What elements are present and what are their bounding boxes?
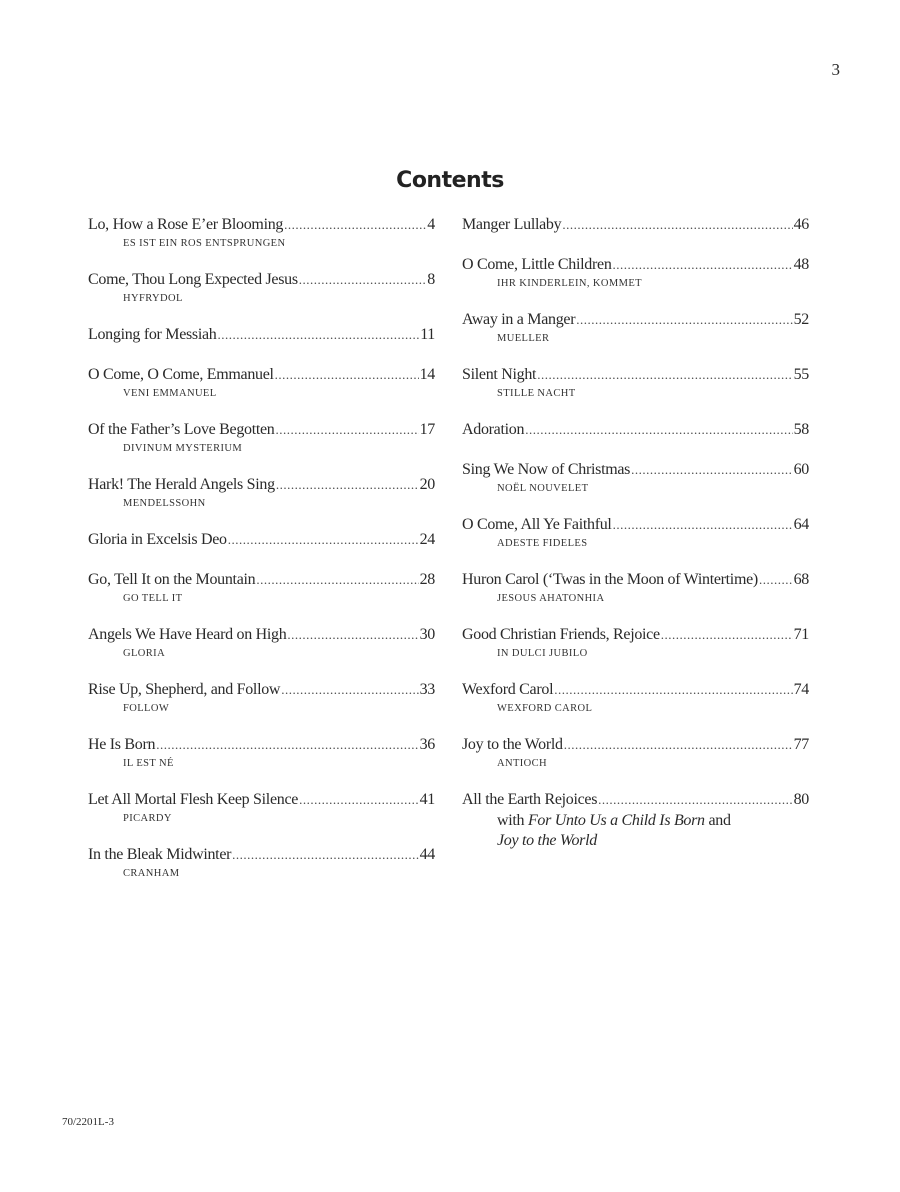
song-title: Go, Tell It on the Mountain: [88, 571, 256, 588]
song-title: Sing We Now of Christmas: [462, 461, 631, 478]
toc-entry-line: [462, 679, 809, 701]
tune-name: IL EST NÉ: [123, 758, 174, 769]
tune-name: MENDELSSOHN: [123, 498, 206, 509]
toc-entry[interactable]: [88, 419, 435, 456]
dot-leader: [232, 844, 418, 866]
dot-leader: [276, 474, 419, 496]
song-title: Away in a Manger: [462, 311, 576, 328]
page-ref: 41: [419, 791, 435, 808]
song-title: He Is Born: [88, 736, 156, 753]
song-title: Good Christian Friends, Rejoice: [462, 626, 660, 643]
tune-name: NOËL NOUVELET: [497, 483, 589, 494]
toc-entry[interactable]: [462, 214, 809, 236]
tune-name: ES IST EIN ROS ENTSPRUNGEN: [123, 238, 286, 249]
toc-entry[interactable]: [88, 734, 435, 771]
tune-name: VENI EMMANUEL: [123, 388, 217, 399]
page-ref: 58: [793, 421, 809, 438]
toc-entry-line: [462, 734, 809, 756]
song-title: Joy to the World: [462, 736, 563, 753]
toc-entry-line: [88, 214, 435, 236]
toc-entry-line: [88, 679, 435, 701]
tune-name: MUELLER: [497, 333, 550, 344]
tune-name: ADESTE FIDELES: [497, 538, 588, 549]
song-title: O Come, O Come, Emmanuel: [88, 366, 274, 383]
page-title: Contents: [396, 168, 504, 193]
toc-entry[interactable]: [88, 789, 435, 826]
toc-entry-line: [88, 529, 435, 551]
medley-work-title: Joy to the World: [497, 832, 597, 849]
page-ref: 46: [793, 216, 809, 233]
toc-entry[interactable]: [88, 269, 435, 306]
toc-entry[interactable]: [88, 529, 435, 551]
dot-leader: [525, 419, 792, 441]
toc-entry-line: [88, 474, 435, 496]
tune-name: DIVINUM MYSTERIUM: [123, 443, 243, 454]
song-title: Come, Thou Long Expected Jesus: [88, 271, 298, 288]
dot-leader: [281, 679, 418, 701]
tune-name: GO TELL IT: [123, 593, 183, 604]
page-ref: 52: [793, 311, 809, 328]
toc-entry-line: [462, 789, 809, 811]
page-ref: 24: [419, 531, 435, 548]
page-ref: 64: [793, 516, 809, 533]
song-title: Gloria in Excelsis Deo: [88, 531, 227, 548]
page-ref: 20: [419, 476, 435, 493]
dot-leader: [228, 529, 419, 551]
song-title: Silent Night: [462, 366, 537, 383]
toc-entry-line: [462, 254, 809, 276]
dot-leader: [299, 269, 427, 291]
song-title: O Come, All Ye Faithful: [462, 516, 612, 533]
tune-name: HYFRYDOL: [123, 293, 183, 304]
dot-leader: [613, 514, 793, 536]
toc-entry[interactable]: [462, 254, 809, 291]
toc-entry[interactable]: [88, 324, 435, 346]
toc-entry[interactable]: [88, 679, 435, 716]
toc-entry[interactable]: [462, 419, 809, 441]
dot-leader: [661, 624, 793, 646]
toc-entry-line: [88, 269, 435, 291]
dot-leader: [287, 624, 418, 646]
toc-entry[interactable]: [462, 789, 809, 851]
song-title: Adoration: [462, 421, 525, 438]
tune-name: IN DULCI JUBILO: [497, 648, 588, 659]
dot-leader: [564, 734, 793, 756]
page-ref: 44: [419, 846, 435, 863]
page-ref: 17: [419, 421, 435, 438]
page-ref: 33: [419, 681, 435, 698]
toc-entry[interactable]: [88, 474, 435, 511]
toc-entry[interactable]: [462, 364, 809, 401]
tune-name: FOLLOW: [123, 703, 170, 714]
dot-leader: [631, 459, 792, 481]
toc-entry[interactable]: [88, 569, 435, 606]
dot-leader: [284, 214, 426, 236]
song-title: Huron Carol (‘Twas in the Moon of Wintertime): [462, 571, 758, 588]
toc-entry-line: [462, 624, 809, 646]
dot-leader: [613, 254, 793, 276]
tune-name: IHR KINDERLEIN, KOMMET: [497, 278, 642, 289]
toc-entry[interactable]: [88, 624, 435, 661]
song-title: Let All Mortal Flesh Keep Silence: [88, 791, 299, 808]
toc-entry-line: [462, 459, 809, 481]
dot-leader: [256, 569, 418, 591]
dot-leader: [554, 679, 792, 701]
tune-name: GLORIA: [123, 648, 166, 659]
page-ref: 68: [793, 571, 809, 588]
toc-entry-line: [462, 569, 809, 591]
toc-entry[interactable]: [462, 624, 809, 661]
medley-note: [462, 811, 809, 851]
toc-entry[interactable]: [88, 844, 435, 881]
page-number: 3: [831, 60, 840, 79]
song-title: Of the Father’s Love Begotten: [88, 421, 275, 438]
song-title: O Come, Little Children: [462, 256, 612, 273]
tune-name: STILLE NACHT: [497, 388, 576, 399]
page-ref: 8: [427, 271, 435, 288]
medley-work-title: For Unto Us a Child Is Born: [527, 812, 705, 829]
toc-entry-line: [462, 514, 809, 536]
dot-leader: [562, 214, 792, 236]
toc-entry-line: [462, 214, 809, 236]
toc-entry-line: [88, 364, 435, 386]
toc-entry[interactable]: [462, 309, 809, 346]
toc-entry[interactable]: [462, 734, 809, 771]
toc-entry-line: [88, 844, 435, 866]
toc-entry-line: [88, 419, 435, 441]
toc-entry[interactable]: [88, 364, 435, 401]
dot-leader: [598, 789, 792, 811]
page-ref: 71: [793, 626, 809, 643]
page-ref: 4: [427, 216, 435, 233]
dot-leader: [759, 569, 793, 591]
dot-leader: [299, 789, 419, 811]
song-title: In the Bleak Midwinter: [88, 846, 232, 863]
page-ref: 55: [793, 366, 809, 383]
toc-entry-line: [462, 364, 809, 386]
page-ref: 60: [793, 461, 809, 478]
toc-entry-line: [462, 309, 809, 331]
page-ref: 28: [419, 571, 435, 588]
tune-name: WEXFORD CAROL: [497, 703, 593, 714]
medley-prefix: with: [497, 812, 525, 829]
toc-entry[interactable]: [462, 459, 809, 496]
contents-right-column: [462, 214, 809, 869]
song-title: Angels We Have Heard on High: [88, 626, 287, 643]
song-title: All the Earth Rejoices: [462, 791, 598, 808]
page-ref: 80: [793, 791, 809, 808]
tune-name: PICARDY: [123, 813, 172, 824]
song-title: Wexford Carol: [462, 681, 554, 698]
toc-entry-line: [88, 734, 435, 756]
toc-entry[interactable]: [462, 514, 809, 551]
dot-leader: [156, 734, 418, 756]
song-title: Hark! The Herald Angels Sing: [88, 476, 275, 493]
dot-leader: [276, 419, 419, 441]
page-ref: 14: [419, 366, 435, 383]
toc-entry-line: [88, 624, 435, 646]
dot-leader: [537, 364, 792, 386]
toc-entry-line: [462, 419, 809, 441]
page-ref: 36: [419, 736, 435, 753]
toc-entry-line: [88, 569, 435, 591]
medley-connector: and: [708, 812, 731, 829]
song-title: Longing for Messiah: [88, 326, 217, 343]
page-ref: 48: [793, 256, 809, 273]
dot-leader: [218, 324, 420, 346]
page-ref: 11: [420, 326, 435, 343]
contents-left-column: [88, 214, 435, 899]
toc-entry[interactable]: [88, 214, 435, 251]
toc-entry-line: [88, 789, 435, 811]
page-ref: 74: [793, 681, 809, 698]
song-title: Manger Lullaby: [462, 216, 562, 233]
toc-entry[interactable]: [462, 679, 809, 716]
page-ref: 77: [793, 736, 809, 753]
song-title: Rise Up, Shepherd, and Follow: [88, 681, 281, 698]
song-title: Lo, How a Rose E’er Blooming: [88, 216, 284, 233]
tune-name: ANTIOCH: [497, 758, 548, 769]
tune-name: CRANHAM: [123, 868, 180, 879]
dot-leader: [576, 309, 792, 331]
page-ref: 30: [419, 626, 435, 643]
toc-entry-line: [88, 324, 435, 346]
tune-name: JESOUS AHATONHIA: [497, 593, 605, 604]
catalog-code: 70/2201L-3: [62, 1116, 114, 1128]
toc-entry[interactable]: [462, 569, 809, 606]
dot-leader: [275, 364, 419, 386]
